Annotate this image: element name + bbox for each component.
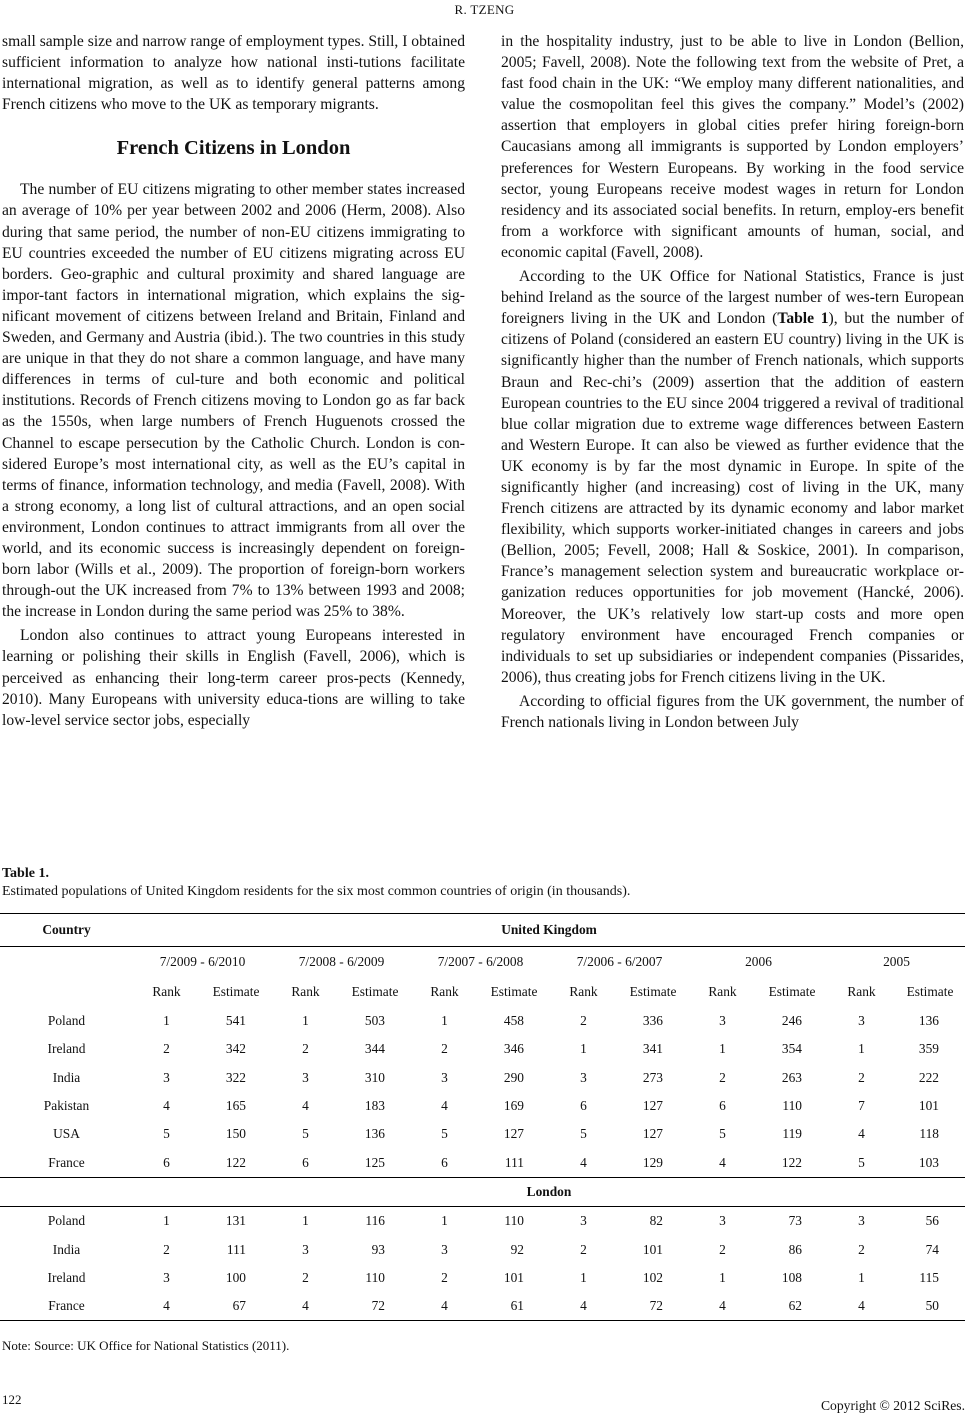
copyright-notice: Copyright © 2012 SciRes. <box>820 1398 965 1413</box>
estimate-cell: 129 <box>642 1154 663 1170</box>
table-note: Note: Source: UK Office for National Statistics (2011). <box>2 1338 290 1353</box>
estimate-header: Estimate <box>490 984 538 999</box>
country-cell: Ireland <box>47 1041 86 1057</box>
rank-cell: 4 <box>411 1292 478 1321</box>
estimate-header: Estimate <box>351 984 399 999</box>
estimate-cell: 122 <box>225 1154 246 1170</box>
estimate-cell: 101 <box>642 1241 663 1257</box>
period-header: 2005 <box>883 954 910 969</box>
estimate-header: Estimate <box>629 984 677 999</box>
london-header-row <box>0 1177 965 1206</box>
estimate-cell: 73 <box>788 1213 802 1229</box>
rank-cell: 1 <box>302 1213 309 1229</box>
rank-cell: 4 <box>302 1098 309 1114</box>
rank-cell: 2 <box>719 1241 726 1257</box>
rank-header: Rank <box>847 984 876 999</box>
estimate-cell: 111 <box>226 1241 246 1257</box>
estimate-cell: 127 <box>642 1098 663 1114</box>
estimate-header: Estimate <box>768 984 816 999</box>
period-header: 7/2007 - 6/2008 <box>437 954 524 969</box>
estimate-cell: 336 <box>642 1013 663 1029</box>
rank-cell: 3 <box>163 1069 170 1085</box>
rank-cell: 1 <box>858 1041 865 1057</box>
rank-cell: 5 <box>580 1126 587 1142</box>
estimate-cell: 310 <box>364 1069 385 1085</box>
paragraph-uk-statistics <box>501 266 964 688</box>
rank-cell: 1 <box>719 1041 726 1057</box>
rank-cell: 7 <box>858 1098 865 1114</box>
estimate-cell: 111 <box>504 1154 524 1170</box>
estimate-cell: 74 <box>925 1241 939 1257</box>
period-header: 7/2008 - 6/2009 <box>298 954 385 969</box>
estimate-cell: 93 <box>371 1241 385 1257</box>
estimate-cell: 115 <box>919 1269 939 1285</box>
rank-cell: 4 <box>580 1154 587 1170</box>
rank-cell: 2 <box>580 1013 587 1029</box>
table-row <box>0 1035 965 1063</box>
rank-cell: 3 <box>441 1241 448 1257</box>
rank-cell: 4 <box>550 1292 617 1321</box>
estimate-cell: 82 <box>649 1213 663 1229</box>
estimate-cell: 50 <box>895 1292 965 1321</box>
uk-section-header: United Kingdom <box>133 914 965 947</box>
page-number: 122 <box>2 1392 22 1407</box>
table-row <box>0 1092 965 1120</box>
estimate-cell: 102 <box>642 1269 663 1285</box>
paragraph-eu-migration: The number of EU citizens migrating to other member states increased an average of 10% per year between 2002 and 2006 (Herm, 2008). Also during that same period, the number of non-EU citizens immigrating to EU countries exceeded the number of EU citizens migrating across EU borders. Geo-graphic and cultural proximity and shared language are impor-tant factors in international migration, which explains the sig-nificant movement of citizens between Ireland and Britain, Finland and Sweden, and Germany and Austria (ibid.). The two countries in this study are unique in that they do not share a common language, and have many differences in terms of cul-ture and both economic and political institutions. Records of French citizens moving to London go as far back as the 1550s, when large numbers of French Huguenots crossed the Channel to escape persecution by the Catholic Church. London is con-sidered Europe’s most international city, as well as the EU’s capital in terms of finance, information technology, and media (Favell, 2008). With a strong economy, a long list of cultural attractions, and an open social environment, London continues to attract immigrants from all over the world, and its economic success is increasingly dependent on foreign-born labor (Wills et al., 2009). The proportion of foreign-born workers through-out the UK increased from 7% to 13% between 1993 and 2008; the increase in London during the same period was 25% to 38%. <box>2 181 465 621</box>
rank-cell: 3 <box>441 1069 448 1085</box>
estimate-cell: 116 <box>365 1213 385 1229</box>
estimate-cell: 61 <box>478 1292 550 1321</box>
rank-cell: 5 <box>858 1154 865 1170</box>
estimate-cell: 67 <box>200 1292 272 1321</box>
estimate-cell: 354 <box>781 1041 802 1057</box>
estimate-cell: 346 <box>503 1041 524 1057</box>
estimate-cell: 118 <box>919 1126 939 1142</box>
rank-cell: 2 <box>302 1269 309 1285</box>
table-caption-text: Estimated populations of United Kingdom residents for the six most common countries of origin (in thousands). <box>2 884 631 899</box>
london-section-header: London <box>133 1177 965 1206</box>
rank-cell: 4 <box>272 1292 339 1321</box>
estimate-cell: 62 <box>756 1292 828 1321</box>
rank-cell: 4 <box>858 1126 865 1142</box>
sub-header-row <box>0 977 965 1007</box>
country-column-header: Country <box>0 914 133 947</box>
rank-cell: 3 <box>858 1213 865 1229</box>
estimate-cell: 322 <box>225 1069 246 1085</box>
population-table <box>0 913 965 1321</box>
table-row <box>0 1264 965 1292</box>
estimate-cell: 341 <box>642 1041 663 1057</box>
rank-cell: 1 <box>719 1269 726 1285</box>
country-cell: India <box>52 1069 81 1085</box>
table-row <box>0 1235 965 1263</box>
paragraph-intro-continuation: small sample size and narrow range of employment types. Still, I obtained sufficient information to analyze how national insti-tutions facilitate international migration, as well as to identify general patterns among French citizens who move to the UK as temporary migrants. <box>2 33 465 114</box>
rank-cell: 1 <box>580 1041 587 1057</box>
country-cell: Ireland <box>47 1269 86 1285</box>
rank-cell: 1 <box>441 1213 448 1229</box>
rank-cell: 1 <box>163 1213 170 1229</box>
table-row <box>0 1148 965 1177</box>
empty-header-cell <box>0 977 133 1007</box>
table-row <box>0 1064 965 1092</box>
estimate-cell: 110 <box>504 1213 524 1229</box>
estimate-cell: 541 <box>225 1013 246 1029</box>
estimate-cell: 165 <box>225 1098 246 1114</box>
rank-cell: 5 <box>302 1126 309 1142</box>
country-cell: Poland <box>47 1213 86 1229</box>
uk-table-body <box>0 1007 965 1177</box>
rank-cell: 6 <box>719 1098 726 1114</box>
country-cell: Pakistan <box>43 1098 90 1114</box>
table-reference-link[interactable]: Table 1 <box>777 310 829 328</box>
rank-cell: 1 <box>858 1269 865 1285</box>
estimate-cell: 150 <box>225 1126 246 1142</box>
estimate-cell: 101 <box>918 1098 939 1114</box>
rank-cell: 2 <box>163 1041 170 1057</box>
section-heading: French Citizens in London <box>116 137 351 160</box>
table-row <box>0 1120 965 1148</box>
period-header: 7/2009 - 6/2010 <box>159 954 246 969</box>
rank-cell: 2 <box>441 1269 448 1285</box>
rank-cell: 4 <box>828 1292 895 1321</box>
estimate-cell: 222 <box>918 1069 939 1085</box>
estimate-cell: 131 <box>225 1213 246 1229</box>
country-cell: France <box>0 1292 133 1321</box>
table-number: Table 1. <box>2 866 49 881</box>
estimate-cell: 100 <box>225 1269 246 1285</box>
table-row <box>0 1207 965 1236</box>
rank-cell: 4 <box>441 1098 448 1114</box>
estimate-cell: 183 <box>364 1098 385 1114</box>
rank-cell: 1 <box>441 1013 448 1029</box>
rank-cell: 3 <box>580 1213 587 1229</box>
estimate-cell: 110 <box>365 1269 385 1285</box>
right-column <box>501 31 964 733</box>
estimate-cell: 125 <box>364 1154 385 1170</box>
uk-statistics-text-end: ), but the number of citizens of Poland (considered an eastern EU country) living in the UK is significantly higher than the number of French nationals, which supports Braun and Rec-chi’s (2009) assertion that the addition of eastern European countries to the EU since 2004 triggered a revival of traditional blue collar migration due to extreme wage differences between Eastern and Western Europe. It can also be viewed as further evidence that the UK economy is by far the most dynamic in Europe. In spite of the significantly higher (and increasing) cost of living in the UK, many French citizens are attracted by its dynamic economy and labor market flexibility, which supports worker-initiated changes in careers and jobs (Bellion, 2005; Fevell, 2008; Hall & Soskice, 2001). In comparison, France’s management selection system and bureaucratic workplace or-ganization reduces opportunities for job movement (Hancké, 2006). Moreover, the UK’s relatively low start-up costs and more open regulatory environment have encouraged French companies or individuals to set up subsidiaries or independent companies (Pissarides, 2006), thus creating jobs for French citizens living in the UK. <box>501 310 964 686</box>
estimate-cell: 119 <box>782 1126 802 1142</box>
country-cell: France <box>48 1154 85 1170</box>
table-caption <box>2 865 967 901</box>
rank-cell: 3 <box>302 1241 309 1257</box>
empty-header-cell <box>0 947 133 978</box>
estimate-cell: 503 <box>364 1013 385 1029</box>
estimate-cell: 273 <box>642 1069 663 1085</box>
rank-cell: 2 <box>302 1041 309 1057</box>
country-cell: India <box>52 1241 81 1257</box>
estimate-cell: 122 <box>781 1154 802 1170</box>
paragraph-young-europeans: London also continues to attract young Europeans interested in learning or polishing their skills in English (Favell, 2006), which is perceived as enhancing their long-term career pros-pects (Kennedy, 2010). Many Europeans with university educa-tions are willing to take low-level service sector jobs, especially <box>2 627 465 729</box>
rank-cell: 2 <box>858 1241 865 1257</box>
period-header-row <box>0 947 965 978</box>
rank-header: Rank <box>708 984 737 999</box>
rank-cell: 3 <box>719 1213 726 1229</box>
estimate-header: Estimate <box>212 984 260 999</box>
rank-cell: 6 <box>302 1154 309 1170</box>
country-cell: USA <box>53 1126 80 1142</box>
estimate-cell: 136 <box>918 1013 939 1029</box>
estimate-cell: 127 <box>642 1126 663 1142</box>
uk-statistics-text-start: According to the UK Office for National Statistics, France is just behind Ireland as the source of the largest number of wes-tern European foreigners living in the UK and London ( <box>501 268 964 328</box>
estimate-cell: 72 <box>617 1292 689 1321</box>
estimate-cell: 458 <box>503 1013 524 1029</box>
estimate-cell: 86 <box>788 1241 802 1257</box>
rank-cell: 4 <box>133 1292 200 1321</box>
rank-cell: 3 <box>719 1013 726 1029</box>
estimate-cell: 127 <box>503 1126 524 1142</box>
left-column <box>2 31 465 731</box>
london-table-body <box>0 1207 965 1321</box>
estimate-cell: 101 <box>503 1269 524 1285</box>
estimate-cell: 108 <box>781 1269 802 1285</box>
rank-cell: 6 <box>163 1154 170 1170</box>
rank-cell: 5 <box>441 1126 448 1142</box>
rank-cell: 2 <box>580 1241 587 1257</box>
rank-header: Rank <box>430 984 459 999</box>
paragraph-hospitality: in the hospitality industry, just to be able to live in London (Bellion, 2005; Favell, 2008). Note the following text from the website of Pret, a fast food chain in the UK: “We employ many different nationalities, and value the cosmopolitan feel this gives the company.” Model’s (2002) assertion that employers in global cities prefer hiring foreign-born Caucasians among all immigrants is supported by London employers’ preferences for Western Europeans. By working in the food service sector, young Europeans receive modest wages in return for London residency and its associated social benefits. In return, employ-ers benefit from a workforce with significant amounts of human, social, and economic capital (Favell, 2008). <box>501 33 964 261</box>
table-row <box>0 1292 965 1321</box>
rank-cell: 1 <box>580 1269 587 1285</box>
estimate-cell: 246 <box>781 1013 802 1029</box>
rank-cell: 3 <box>858 1013 865 1029</box>
country-cell: Poland <box>47 1013 86 1029</box>
table-row <box>0 1007 965 1035</box>
estimate-cell: 342 <box>225 1041 246 1057</box>
rank-cell: 2 <box>858 1069 865 1085</box>
estimate-cell: 263 <box>781 1069 802 1085</box>
table-header-row <box>0 914 965 947</box>
rank-cell: 6 <box>580 1098 587 1114</box>
rank-cell: 4 <box>163 1098 170 1114</box>
estimate-cell: 72 <box>339 1292 411 1321</box>
estimate-cell: 92 <box>510 1241 524 1257</box>
rank-cell: 3 <box>163 1269 170 1285</box>
estimate-cell: 136 <box>364 1126 385 1142</box>
london-section <box>0 1177 965 1206</box>
estimate-cell: 103 <box>918 1154 939 1170</box>
rank-cell: 4 <box>689 1292 756 1321</box>
rank-cell: 2 <box>163 1241 170 1257</box>
period-header: 2006 <box>745 954 772 969</box>
rank-cell: 3 <box>302 1069 309 1085</box>
estimate-cell: 169 <box>503 1098 524 1114</box>
rank-cell: 5 <box>163 1126 170 1142</box>
estimate-cell: 344 <box>364 1041 385 1057</box>
period-header: 7/2006 - 6/2007 <box>576 954 663 969</box>
running-head: R. TZENG <box>454 2 515 17</box>
empty-header-cell <box>0 1177 133 1206</box>
paragraph-official-figures: According to official figures from the UK government, the number of French nationals living in London between July <box>501 692 964 731</box>
rank-cell: 4 <box>719 1154 726 1170</box>
rank-cell: 6 <box>441 1154 448 1170</box>
rank-header: Rank <box>569 984 598 999</box>
rank-header: Rank <box>152 984 181 999</box>
estimate-cell: 290 <box>503 1069 524 1085</box>
estimate-cell: 359 <box>918 1041 939 1057</box>
rank-cell: 2 <box>441 1041 448 1057</box>
rank-cell: 2 <box>719 1069 726 1085</box>
rank-cell: 3 <box>580 1069 587 1085</box>
rank-cell: 5 <box>719 1126 726 1142</box>
estimate-header: Estimate <box>906 984 954 999</box>
estimate-cell: 56 <box>925 1213 939 1229</box>
rank-cell: 1 <box>302 1013 309 1029</box>
estimate-cell: 110 <box>782 1098 802 1114</box>
rank-header: Rank <box>291 984 320 999</box>
rank-cell: 1 <box>163 1013 170 1029</box>
